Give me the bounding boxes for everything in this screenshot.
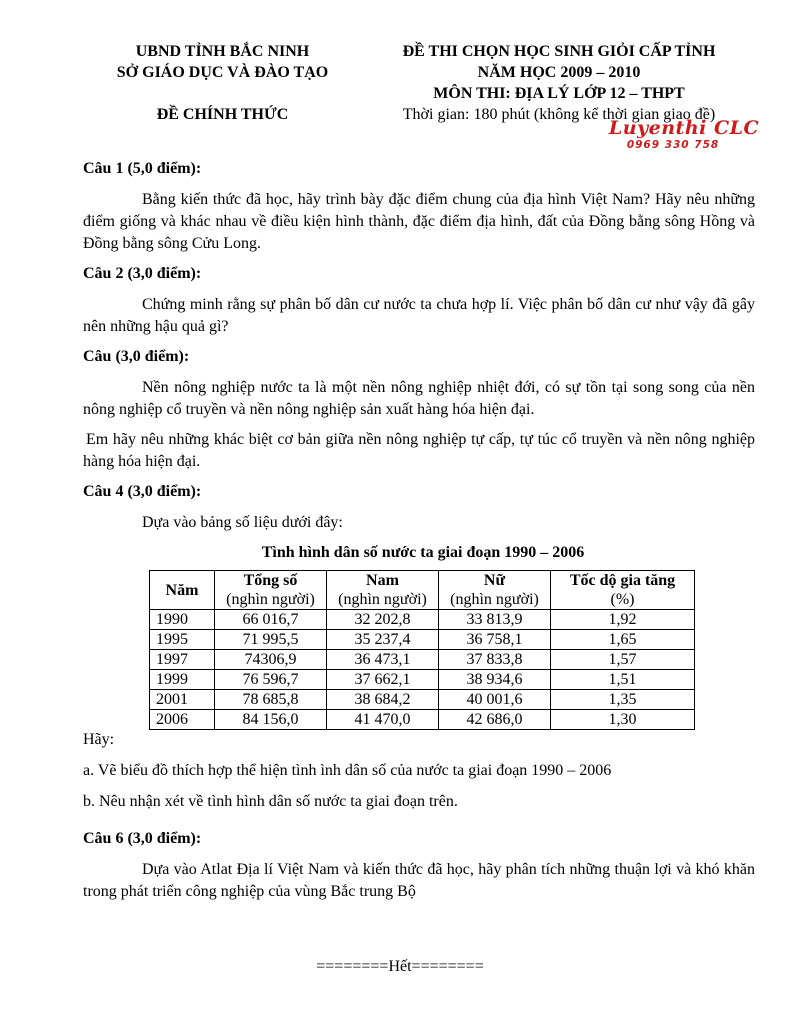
cell-year: 1997	[150, 650, 215, 670]
cell-total: 71 995,5	[215, 630, 327, 650]
question-2-title: Câu 2 (3,0 điểm):	[83, 265, 202, 282]
question-6-title: Câu 6 (3,0 điểm):	[83, 830, 202, 847]
col-female: Nữ (nghìn người)	[439, 571, 551, 610]
cell-total: 76 596,7	[215, 670, 327, 690]
cell-female: 37 833,8	[439, 650, 551, 670]
cell-male: 35 237,4	[327, 630, 439, 650]
cell-year: 1995	[150, 630, 215, 650]
question-4-title: Câu 4 (3,0 điểm):	[83, 483, 202, 500]
cell-female: 40 001,6	[439, 690, 551, 710]
exam-body	[83, 158, 755, 911]
official-label: ĐỀ CHÍNH THỨC	[156, 106, 289, 123]
cell-growth: 1,35	[551, 690, 695, 710]
cell-growth: 1,57	[551, 650, 695, 670]
table-row	[150, 610, 695, 630]
time-line: Thời gian: 180 phút (không kể thời gian giao đề)	[402, 106, 716, 123]
question-4-intro: Dựa vào bảng số liệu dưới đây:	[142, 514, 343, 531]
table-row	[150, 670, 695, 690]
question-1-title: Câu 1 (5,0 điểm):	[83, 160, 202, 177]
task-label: Hãy:	[83, 731, 115, 748]
cell-year: 1990	[150, 610, 215, 630]
cell-female: 36 758,1	[439, 630, 551, 650]
col-male: Nam (nghìn người)	[327, 571, 439, 610]
cell-growth: 1,65	[551, 630, 695, 650]
col-growth: Tốc dộ gia tăng (%)	[551, 571, 695, 610]
task-a: a. Vẽ biểu đồ thích hợp thể hiện tình ình dân số của nước ta giai đoạn 1990 – 2006	[83, 762, 612, 779]
table-row	[150, 630, 695, 650]
question-3-title: Câu (3,0 điểm):	[83, 348, 190, 365]
cell-female: 33 813,9	[439, 610, 551, 630]
cell-year: 2006	[150, 710, 215, 730]
province-committee: UBND TỈNH BẮC NINH	[135, 43, 310, 60]
table-header-row	[150, 571, 695, 610]
question-6-text: Dựa vào Atlat Địa lí Việt Nam và kiến thức đã học, hãy phân tích những thuận lợi và khó khăn trong phát triển công nghiệp của vùng Bắc trung Bộ	[83, 861, 755, 900]
cell-male: 32 202,8	[327, 610, 439, 630]
question-2-text: Chứng minh rằng sự phân bố dân cư nước ta chưa hợp lí. Việc phân bố dân cư như vậy đã gây nên những hậu quả gì?	[83, 296, 755, 335]
cell-total: 66 016,7	[215, 610, 327, 630]
header-right	[365, 41, 753, 125]
cell-growth: 1,30	[551, 710, 695, 730]
table-row	[150, 690, 695, 710]
task-b: b. Nêu nhận xét về tình hình dân số nước ta giai đoạn trên.	[83, 793, 458, 810]
population-table	[149, 570, 695, 730]
question-1-text: Bằng kiến thức đã học, hãy trình bày đặc điểm chung của địa hình Việt Nam? Hãy nêu những điểm giống và khác nhau về điều kiện hình thành, đặc điểm địa hình, đất của Đồng bằng sông Hồng và Đồng bằng sông Cửu Long.	[83, 191, 755, 252]
cell-total: 84 156,0	[215, 710, 327, 730]
cell-female: 38 934,6	[439, 670, 551, 690]
cell-growth: 1,92	[551, 610, 695, 630]
cell-year: 2001	[150, 690, 215, 710]
question-3-text-2: Em hãy nêu những khác biệt cơ bản giữa nền nông nghiệp tự cấp, tự túc cổ truyền và nền nông nghiệp hàng hóa hiện đại.	[83, 431, 755, 470]
cell-male: 41 470,0	[327, 710, 439, 730]
exam-title: ĐỀ THI CHỌN HỌC SINH GIỎI CẤP TỈNH	[402, 43, 716, 60]
cell-year: 1999	[150, 670, 215, 690]
cell-total: 74306,9	[215, 650, 327, 670]
education-department: SỞ GIÁO DỤC VÀ ĐÀO TẠO	[116, 64, 329, 81]
col-year: Năm	[150, 571, 215, 610]
watermark-name: Luyenthi CLC	[608, 117, 760, 139]
header-left	[90, 41, 355, 125]
cell-female: 42 686,0	[439, 710, 551, 730]
cell-growth: 1,51	[551, 670, 695, 690]
luyenthi-watermark	[604, 118, 764, 151]
cell-male: 37 662,1	[327, 670, 439, 690]
question-3-text-1: Nền nông nghiệp nước ta là một nền nông nghiệp nhiệt đới, có sự tồn tại song song của nền nông nghiệp cổ truyền và nền nông nghiệp sản xuất hàng hóa hiện đại.	[83, 379, 755, 418]
table-title: Tình hình dân số nước ta giai đoạn 1990 – 2006	[261, 544, 585, 561]
cell-male: 38 684,2	[327, 690, 439, 710]
end-marker: ========Hết========	[316, 958, 484, 975]
cell-male: 36 473,1	[327, 650, 439, 670]
col-total: Tổng số (nghìn người)	[215, 571, 327, 610]
table-row	[150, 710, 695, 730]
cell-total: 78 685,8	[215, 690, 327, 710]
school-year: NĂM HỌC 2009 – 2010	[477, 64, 641, 81]
watermark-phone: 0969 330 758	[626, 139, 720, 151]
table-row	[150, 650, 695, 670]
subject-line: MÔN THI: ĐỊA LÝ LỚP 12 – THPT	[433, 85, 685, 102]
